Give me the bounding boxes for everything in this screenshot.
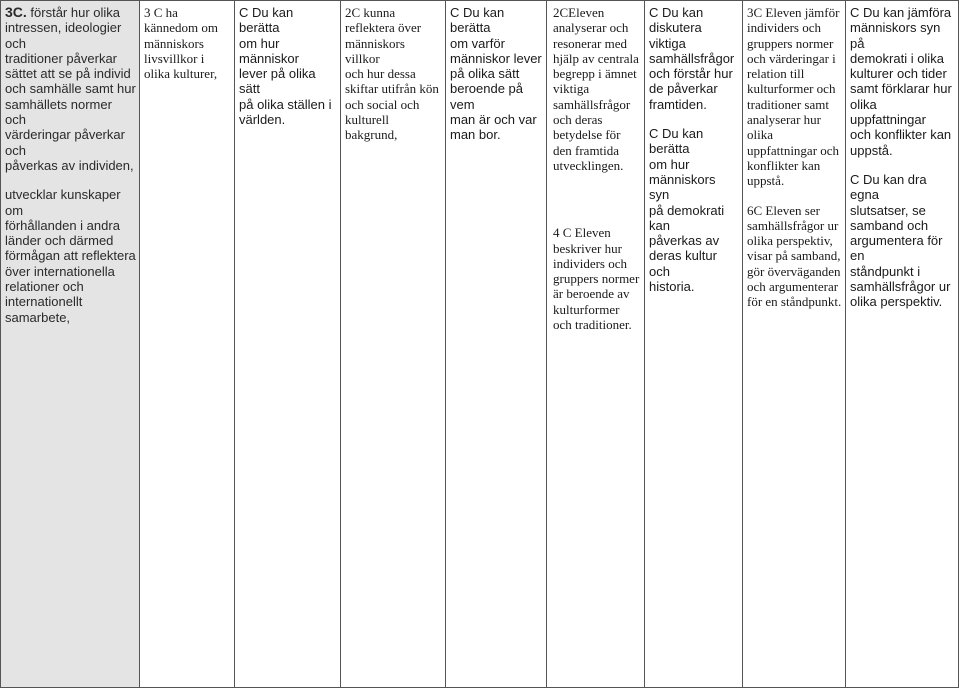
cell-text: 3 C ha kännedom om människors livsvillkor i olika kulturer, bbox=[144, 5, 219, 82]
cell-text: C Du kan berätta om hur människor lever på olika sätt på olika ställen i världen. bbox=[239, 5, 332, 128]
cell-text-1: C Du kan jämföra människors syn på demokrati i olika kulturer och tider samt förklarar hur olika uppfattningar och konflikter kan uppstå. bbox=[850, 5, 952, 158]
table-cell bbox=[743, 1, 846, 688]
table-cell-goal bbox=[1, 1, 140, 688]
cell-text-1: C Du kan diskutera viktiga samhällsfrågor och förstår hur de påverkar framtiden. bbox=[649, 5, 735, 112]
cell-text-2: C Du kan berätta om hur människors syn på demokrati kan påverkas av deras kultur och historia. bbox=[649, 126, 725, 295]
goal-text-1: förstår hur olika intressen, ideologier och traditioner påverkar sättet att se på individ och samhälle samt hur samhällets normer och värderingar påverkar och påverkas av individen, bbox=[5, 5, 136, 173]
cell-text-2: 4 C Eleven beskriver hur individers och gruppers normer är beroende av kulturformer och traditioner. bbox=[553, 225, 640, 333]
table-cell bbox=[140, 1, 235, 688]
cell-text: C Du kan berätta om varför människor lever på olika sätt beroende på vem man är och var man bor. bbox=[450, 5, 542, 143]
cell-text-1: 2CEleven analyserar och resonerar med hjälp av centrala begrepp i ämnet viktiga samhällsfrågor och deras betydelse för den framtida utvecklingen. bbox=[553, 5, 639, 173]
cell-text: 2C kunna reflektera över människors villkor och hur dessa skiftar utifrån kön och social och kulturell bakgrund, bbox=[345, 5, 439, 143]
goal-code: 3C. bbox=[5, 4, 27, 20]
cell-text-2: C Du kan dra egna slutsatser, se samband och argumentera för en ståndpunkt i samhällsfrågor ur olika perspektiv. bbox=[850, 171, 951, 310]
table-cell bbox=[645, 1, 743, 688]
table-cell bbox=[341, 1, 446, 688]
table-cell bbox=[846, 1, 959, 688]
goal-text-2: utvecklar kunskaper om förhållanden i andra länder och därmed förmågan att reflektera över internationella relationer och internationellt samarbete, bbox=[5, 187, 136, 325]
table-row bbox=[1, 1, 959, 688]
cell-text-1: 3C Eleven jämför individers och gruppers normer och värderingar i relation till kulturformer och traditioner samt analyserar hur olika uppfattningar och konflikter kan uppstå. bbox=[747, 5, 840, 189]
table-cell bbox=[235, 1, 341, 688]
table-cell bbox=[547, 1, 645, 688]
cell-text-2: 6C Eleven ser samhällsfrågor ur olika perspektiv, visar på samband, gör överväganden och argumenterar för en ståndpunkt. bbox=[747, 202, 842, 310]
table-cell bbox=[446, 1, 547, 688]
